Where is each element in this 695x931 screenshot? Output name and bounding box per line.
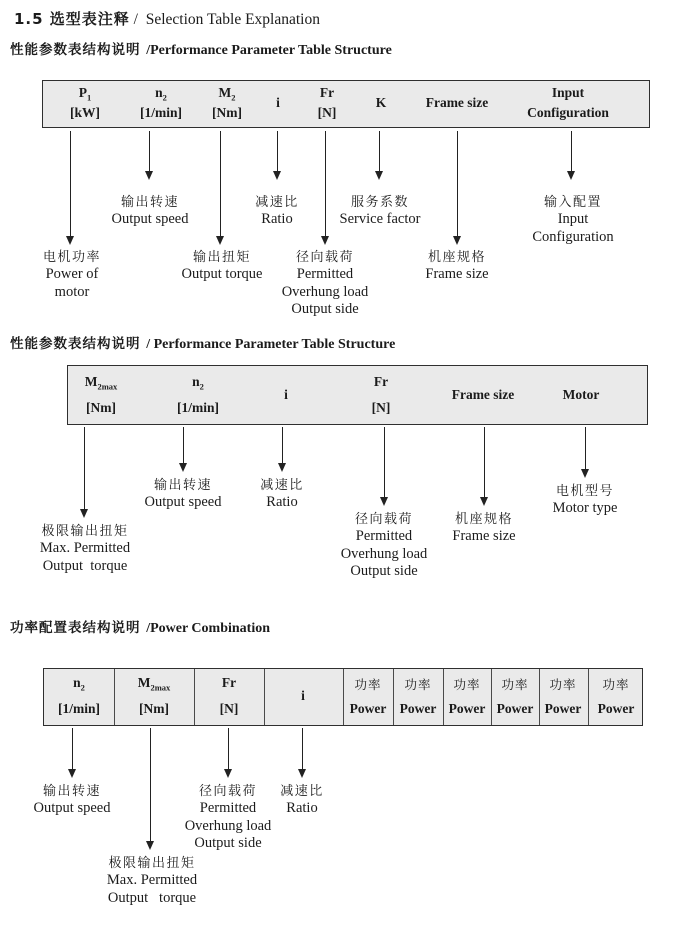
section2-heading-zh: 性能参数表结构说明	[10, 336, 147, 352]
column-divider	[114, 669, 115, 725]
annotation-power-of-motor: 电机功率 Power of motor	[42, 250, 102, 300]
annotation-motor-type: 电机型号 Motor type	[552, 484, 618, 516]
down-arrow	[302, 728, 303, 769]
down-arrow	[282, 427, 283, 463]
down-arrow	[72, 728, 73, 769]
down-arrow	[220, 131, 221, 236]
down-arrow	[585, 427, 586, 469]
down-arrow	[379, 131, 380, 171]
annotation-overhung-load: 径向载荷 Permitted Overhung load Output side	[184, 784, 272, 851]
section3-heading-en: /Power Combination	[146, 621, 271, 636]
page-title-zh: 1.5 选型表注释	[14, 10, 130, 28]
power-combination-table-header: $n_2$ [1/min] $M_{2max}$ [Nm] Fr [N] i 功率 Power 功率 Power 功率 Power 功率 Power 功率 Power 功率 Power	[43, 668, 643, 726]
performance-table-1-header: $P_1$ [kW] $n_2$ [1/min] $M_2$ [Nm] i Fr [N] K Frame size Input Configuration	[42, 80, 650, 128]
annotation-output-speed: 输出转速 Output speed	[144, 478, 222, 510]
annotation-output-torque: 输出扭矩 Output torque	[181, 250, 263, 282]
annotation-overhung-load: 径向载荷 Permitted Overhung load Output side	[340, 512, 428, 579]
down-arrow	[228, 728, 229, 769]
down-arrow	[70, 131, 71, 236]
down-arrow	[183, 427, 184, 463]
annotation-service-factor: 服务系数 Service factor	[339, 195, 421, 227]
section2-heading-en: / Performance Parameter Table Structure	[146, 337, 396, 352]
section1-heading-zh: 性能参数表结构说明	[10, 42, 147, 58]
annotation-max-output-torque: 极限输出扭矩 Max. Permitted Output torque	[106, 856, 198, 906]
section2-heading	[10, 332, 395, 353]
annotation-frame-size: 机座规格 Frame size	[452, 512, 516, 544]
section3-heading	[10, 616, 270, 637]
column-divider	[343, 669, 344, 725]
annotation-ratio: 减速比 Ratio	[280, 784, 324, 816]
annotation-max-output-torque: 极限输出扭矩 Max. Permitted Output torque	[39, 524, 131, 574]
section3-heading-zh: 功率配置表结构说明	[10, 620, 147, 636]
page-title-en: / Selection Table Explanation	[129, 11, 320, 28]
column-divider	[443, 669, 444, 725]
annotation-output-speed: 输出转速 Output speed	[111, 195, 189, 227]
annotation-ratio: 减速比 Ratio	[255, 195, 299, 227]
annotation-output-speed: 输出转速 Output speed	[33, 784, 111, 816]
down-arrow	[149, 131, 150, 171]
column-divider	[393, 669, 394, 725]
down-arrow	[384, 427, 385, 497]
down-arrow	[571, 131, 572, 171]
down-arrow	[150, 728, 151, 841]
page-title	[14, 8, 320, 29]
annotation-frame-size: 机座规格 Frame size	[425, 250, 489, 282]
performance-table-2-header: $M_{2max}$ [Nm] $n_2$ [1/min] i Fr [N] Frame size Motor	[67, 365, 648, 425]
column-divider	[539, 669, 540, 725]
down-arrow	[325, 131, 326, 236]
column-divider	[264, 669, 265, 725]
annotation-overhung-load: 径向载荷 Permitted Overhung load Output side	[281, 250, 369, 317]
down-arrow	[277, 131, 278, 171]
down-arrow	[484, 427, 485, 497]
column-divider	[491, 669, 492, 725]
annotation-input-configuration: 输入配置 Input Configuration	[532, 195, 614, 245]
column-divider	[194, 669, 195, 725]
section1-heading-en: /Performance Parameter Table Structure	[146, 43, 392, 58]
down-arrow	[84, 427, 85, 509]
down-arrow	[457, 131, 458, 236]
annotation-ratio: 减速比 Ratio	[260, 478, 304, 510]
section1-heading	[10, 38, 392, 59]
column-divider	[588, 669, 589, 725]
